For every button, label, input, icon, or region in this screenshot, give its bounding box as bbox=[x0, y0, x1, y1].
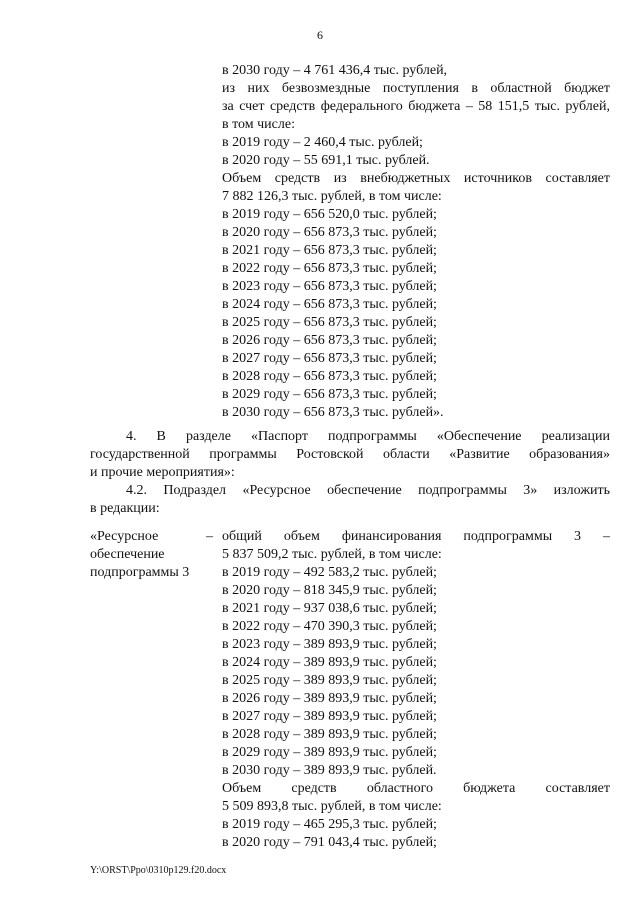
block2-line-0: общий объем финансирования подпрограммы 3 – bbox=[222, 529, 610, 544]
para4-line-0: 4. В разделе «Паспорт подпрограммы «Обеспечение реализации bbox=[126, 429, 610, 444]
table-label-2: подпрограммы 3 bbox=[90, 565, 190, 580]
block1-line-11: в 2022 году – 656 873,3 тыс. рублей; bbox=[222, 261, 437, 276]
block2-line-3: в 2020 году – 818 345,9 тыс. рублей; bbox=[222, 583, 437, 598]
block2-line-12: в 2029 году – 389 893,9 тыс. рублей; bbox=[222, 745, 437, 760]
para42-line-0: 4.2. Подраздел «Ресурсное обеспечение подпрограммы 3» изложить bbox=[126, 483, 610, 498]
block2-line-10: в 2027 году – 389 893,9 тыс. рублей; bbox=[222, 709, 437, 724]
block1-line-19: в 2030 году – 656 873,3 тыс. рублей». bbox=[222, 405, 444, 420]
block1-line-8: в 2019 году – 656 520,0 тыс. рублей; bbox=[222, 207, 437, 222]
para4-line-2: и прочие мероприятия»: bbox=[90, 465, 235, 480]
block1-line-3: в том числе: bbox=[222, 117, 295, 132]
page-number: 6 bbox=[317, 28, 323, 42]
block1-line-12: в 2023 году – 656 873,3 тыс. рублей; bbox=[222, 279, 437, 294]
block2-line-17: в 2020 году – 791 043,4 тыс. рублей; bbox=[222, 835, 437, 850]
block2-line-16: в 2019 году – 465 295,3 тыс. рублей; bbox=[222, 817, 437, 832]
block1-line-7: 7 882 126,3 тыс. рублей, в том числе: bbox=[222, 189, 442, 204]
block2-line-4: в 2021 году – 937 038,6 тыс. рублей; bbox=[222, 601, 437, 616]
block1-line-18: в 2029 году – 656 873,3 тыс. рублей; bbox=[222, 387, 437, 402]
block1-line-17: в 2028 году – 656 873,3 тыс. рублей; bbox=[222, 369, 437, 384]
footer-filepath: Y:\ORST\Ppo\0310p129.f20.docx bbox=[90, 865, 227, 876]
block2-line-6: в 2023 году – 389 893,9 тыс. рублей; bbox=[222, 637, 437, 652]
block2-line-14: Объем средств областного бюджета составляет bbox=[222, 781, 610, 796]
block1-line-0: в 2030 году – 4 761 436,4 тыс. рублей, bbox=[222, 63, 448, 78]
block2-line-15: 5 509 893,8 тыс. рублей, в том числе: bbox=[222, 799, 442, 814]
block1-line-6: Объем средств из внебюджетных источников составляет bbox=[222, 171, 610, 186]
block1-line-9: в 2020 году – 656 873,3 тыс. рублей; bbox=[222, 225, 437, 240]
block1-line-15: в 2026 году – 656 873,3 тыс. рублей; bbox=[222, 333, 437, 348]
block2-line-7: в 2024 году – 389 893,9 тыс. рублей; bbox=[222, 655, 437, 670]
block1-line-4: в 2019 году – 2 460,4 тыс. рублей; bbox=[222, 135, 423, 150]
para42-line-1: в редакции: bbox=[90, 501, 160, 516]
block1-line-13: в 2024 году – 656 873,3 тыс. рублей; bbox=[222, 297, 437, 312]
block2-line-2: в 2019 году – 492 583,2 тыс. рублей; bbox=[222, 565, 437, 580]
block1-line-5: в 2020 году – 55 691,1 тыс. рублей. bbox=[222, 153, 430, 168]
block2-line-5: в 2022 году – 470 390,3 тыс. рублей; bbox=[222, 619, 437, 634]
block2-line-8: в 2025 году – 389 893,9 тыс. рублей; bbox=[222, 673, 437, 688]
block2-line-13: в 2030 году – 389 893,9 тыс. рублей. bbox=[222, 763, 437, 778]
block1-line-1: из них безвозмездные поступления в областной бюджет bbox=[222, 81, 610, 96]
block1-line-10: в 2021 году – 656 873,3 тыс. рублей; bbox=[222, 243, 437, 258]
table-label-1: обеспечение bbox=[90, 547, 165, 562]
table-label-0: «Ресурсное bbox=[90, 529, 159, 544]
para4-line-1: государственной программы Ростовской области «Развитие образования» bbox=[90, 447, 610, 462]
block1-line-2: за счет средств федерального бюджета – 58 151,5 тыс. рублей, bbox=[222, 99, 610, 114]
block1-line-16: в 2027 году – 656 873,3 тыс. рублей; bbox=[222, 351, 437, 366]
block1-line-14: в 2025 году – 656 873,3 тыс. рублей; bbox=[222, 315, 437, 330]
block2-line-9: в 2026 году – 389 893,9 тыс. рублей; bbox=[222, 691, 437, 706]
block2-line-11: в 2028 году – 389 893,9 тыс. рублей; bbox=[222, 727, 437, 742]
block2-line-1: 5 837 509,2 тыс. рублей, в том числе: bbox=[222, 547, 442, 562]
table-dash: – bbox=[206, 529, 213, 544]
